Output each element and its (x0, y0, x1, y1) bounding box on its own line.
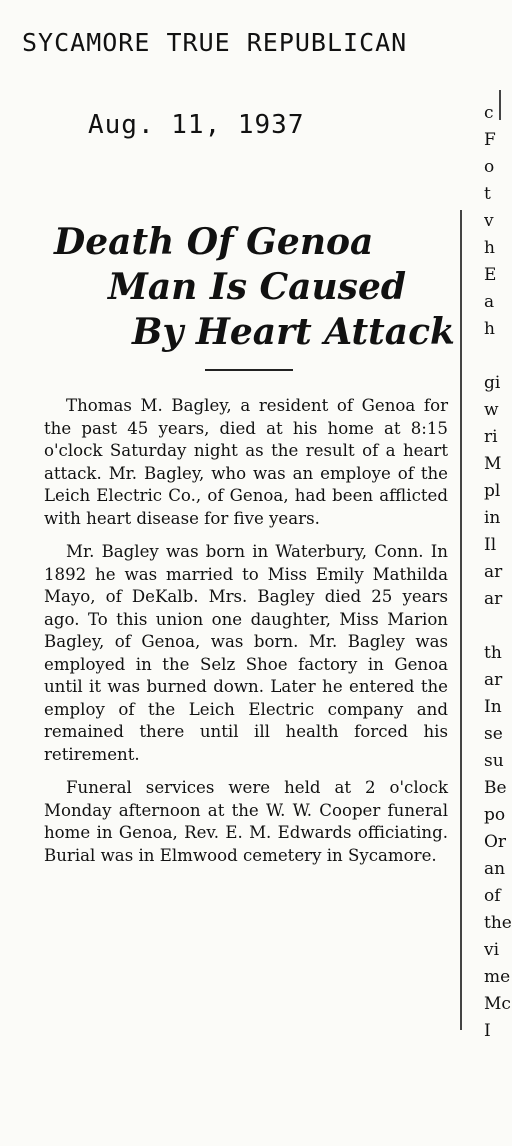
headline-line-3: By Heart Attack (132, 311, 455, 353)
headline-line-1: Death Of Genoa (54, 221, 374, 263)
masthead: SYCAMORE TRUE REPUBLICAN (22, 28, 408, 57)
fragment-line: v (484, 211, 494, 231)
fragment-line: in (484, 508, 501, 528)
fragment-line: ar (484, 589, 503, 609)
article-body (44, 395, 448, 878)
fragment-line: ri (484, 427, 498, 447)
fragment-line (484, 343, 512, 370)
publication-date: Aug. 11, 1937 (88, 110, 305, 140)
fragment-line: an (484, 859, 506, 879)
fragment-line: of (484, 886, 501, 906)
fragment-line: ar (484, 562, 503, 582)
fragment-line: se (484, 724, 503, 744)
article-paragraph-1: Thomas M. Bagley, a resident of Genoa for the past 45 years, died at his home at 8:15 o'clock Saturday night as the result of a heart attack. Mr. Bagley, who was an employe of the Leich Electric Co., of Genoa, had been afflicted with heart disease for five years. (44, 396, 448, 528)
fragment-line: In (484, 697, 502, 717)
headline-line-2: Man Is Caused (108, 266, 407, 308)
fragment-line: po (484, 805, 506, 825)
fragment-line: o (484, 157, 495, 177)
column-rule (460, 210, 462, 1030)
fragment-line: th (484, 643, 502, 663)
headline (38, 220, 458, 355)
fragment-line: h (484, 238, 495, 258)
fragment-line (484, 613, 512, 640)
fragment-line: ar (484, 670, 503, 690)
fragment-line: pl (484, 481, 501, 501)
article-paragraph-2: Mr. Bagley was born in Waterbury, Conn. In 1892 he was married to Miss Emily Mathilda Mayo, of DeKalb. Mrs. Bagley died 25 years ago. To this union one daughter, Miss Marion Bagley, of Genoa, was born. Mr. Bagley was employed in the Selz Shoe factory in Genoa until it was burned down. Later he entered the employ of the Leich Electric company and remained there until ill health forced his retirement. (44, 542, 448, 764)
fragment-line: Il (484, 535, 497, 555)
headline-divider (205, 369, 293, 371)
fragment-line: h (484, 319, 495, 339)
adjacent-column-fragment (484, 100, 512, 1045)
article-paragraph-3: Funeral services were held at 2 o'clock Monday afternoon at the W. W. Cooper funeral home in Genoa, Rev. E. M. Edwards officiating. Burial was in Elmwood cemetery in Sycamore. (44, 778, 448, 865)
fragment-line: Be (484, 778, 507, 798)
fragment-line: su (484, 751, 504, 771)
fragment-line: gi (484, 373, 501, 393)
fragment-line: a (484, 292, 495, 312)
fragment-line: Mc (484, 994, 511, 1014)
fragment-line: w (484, 400, 499, 420)
fragment-line: vi (484, 940, 500, 960)
fragment-line: F (484, 130, 496, 150)
fragment-line: c (484, 103, 494, 123)
fragment-line: t (484, 184, 491, 204)
fragment-line: I (484, 1021, 491, 1041)
fragment-line: me (484, 967, 511, 987)
fragment-line: E (484, 265, 497, 285)
fragment-line: Or (484, 832, 507, 852)
fragment-line: M (484, 454, 502, 474)
fragment-line: the (484, 913, 512, 933)
